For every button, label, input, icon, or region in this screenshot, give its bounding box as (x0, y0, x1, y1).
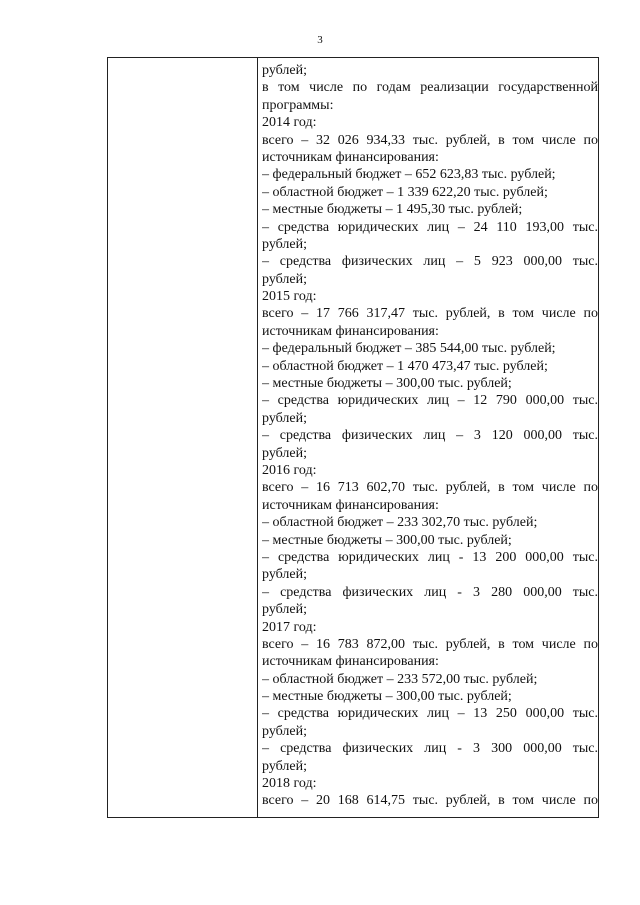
text-line: 2017 год: (262, 619, 317, 635)
text-line: рублей; (262, 236, 307, 252)
text-line: 2018 год: (262, 776, 317, 792)
text-line: 2015 год: (262, 289, 317, 305)
text-line: всего – 16 783 872,00 тыс. рублей, в том числе по (262, 636, 598, 652)
table-right-cell (262, 62, 598, 810)
text-line: – местные бюджеты – 1 495,30 тыс. рублей; (262, 202, 523, 218)
text-line: всего – 32 026 934,33 тыс. рублей, в том числе по (262, 132, 598, 148)
text-line: – средства юридических лиц – 13 250 000,00 тыс. (262, 706, 598, 722)
text-line: рублей; (262, 567, 307, 583)
text-line: источникам финансирования: (262, 323, 439, 339)
text-line: – средства физических лиц – 5 923 000,00 тыс. (262, 254, 598, 270)
text-line: – федеральный бюджет – 385 544,00 тыс. рублей; (262, 341, 556, 357)
text-line: рублей; (262, 758, 307, 774)
text-line: – областной бюджет – 233 302,70 тыс. рублей; (262, 515, 538, 531)
text-line: источникам финансирования: (262, 149, 439, 165)
funding-table (107, 57, 599, 818)
text-line: – средства физических лиц - 3 300 000,00 тыс. (262, 741, 598, 757)
text-line: – средства юридических лиц – 12 790 000,00 тыс. (262, 393, 598, 409)
text-line: 2016 год: (262, 462, 317, 478)
text-line: – средства физических лиц - 3 280 000,00 тыс. (262, 584, 598, 600)
page-number: 3 (317, 34, 323, 46)
text-line: – областной бюджет – 1 339 622,20 тыс. рублей; (262, 184, 548, 200)
text-line: – местные бюджеты – 300,00 тыс. рублей; (262, 689, 512, 705)
text-line: программы: (262, 97, 334, 113)
table-left-cell (108, 58, 258, 817)
text-line: всего – 20 168 614,75 тыс. рублей, в том числе по (262, 793, 598, 809)
text-line: – областной бюджет – 1 470 473,47 тыс. рублей; (262, 358, 548, 374)
text-line: – средства юридических лиц – 24 110 193,00 тыс. (262, 219, 598, 235)
text-line: – местные бюджеты – 300,00 тыс. рублей; (262, 532, 512, 548)
text-line: – местные бюджеты – 300,00 тыс. рублей; (262, 376, 512, 392)
text-line: в том числе по годам реализации государственной (262, 80, 598, 96)
text-line: рублей; (262, 445, 307, 461)
text-line: рублей; (262, 63, 307, 78)
text-line: рублей; (262, 723, 307, 739)
text-line: – федеральный бюджет – 652 623,83 тыс. рублей; (262, 167, 556, 183)
text-line: – средства физических лиц – 3 120 000,00 тыс. (262, 428, 598, 444)
text-line: рублей; (262, 602, 307, 618)
text-line: рублей; (262, 410, 307, 426)
text-line: – областной бюджет – 233 572,00 тыс. рублей; (262, 671, 538, 687)
text-line: всего – 17 766 317,47 тыс. рублей, в том числе по (262, 306, 598, 322)
text-line: всего – 16 713 602,70 тыс. рублей, в том числе по (262, 480, 598, 496)
text-line: источникам финансирования: (262, 497, 439, 513)
text-line: – средства юридических лиц - 13 200 000,00 тыс. (262, 549, 598, 565)
text-line: рублей; (262, 271, 307, 287)
text-line: 2014 год: (262, 115, 317, 131)
text-line: источникам финансирования: (262, 654, 439, 670)
